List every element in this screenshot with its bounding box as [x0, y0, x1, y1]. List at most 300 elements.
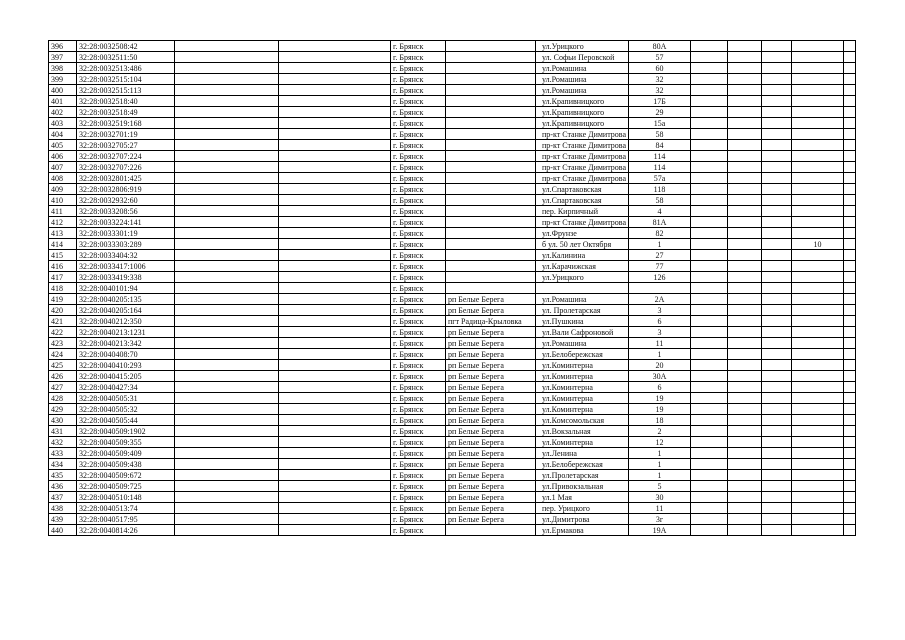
empty-cell: [844, 514, 856, 525]
empty-cell: [762, 327, 792, 338]
empty-cell: [762, 63, 792, 74]
empty-cell: [279, 206, 391, 217]
empty-cell: [175, 470, 279, 481]
row-number-cell: 427: [49, 382, 77, 393]
empty-cell: [844, 118, 856, 129]
street-cell: ул.Привокзальная: [536, 481, 629, 492]
house-number-cell: 17Б: [629, 96, 691, 107]
empty-cell: [844, 228, 856, 239]
house-number-cell: 3г: [629, 514, 691, 525]
empty-cell: [762, 492, 792, 503]
empty-cell: [844, 173, 856, 184]
city-cell: г. Брянск: [391, 283, 446, 294]
empty-cell: [844, 360, 856, 371]
empty-cell: [844, 371, 856, 382]
empty-cell: [762, 250, 792, 261]
empty-cell: [762, 470, 792, 481]
settlement-cell: [446, 250, 536, 261]
row-number-cell: 414: [49, 239, 77, 250]
city-cell: г. Брянск: [391, 525, 446, 536]
house-number-cell: 1: [629, 239, 691, 250]
empty-cell: [691, 63, 728, 74]
empty-cell: [175, 206, 279, 217]
street-cell: ул.Спартаковская: [536, 195, 629, 206]
city-cell: г. Брянск: [391, 140, 446, 151]
cadastral-number-cell: 32:28:0032518:40: [77, 96, 175, 107]
empty-cell: [844, 52, 856, 63]
house-number-cell: 58: [629, 129, 691, 140]
city-cell: г. Брянск: [391, 228, 446, 239]
table-row: [49, 206, 856, 217]
settlement-cell: рп Белые Берега: [446, 382, 536, 393]
empty-cell: [762, 294, 792, 305]
city-cell: г. Брянск: [391, 129, 446, 140]
empty-cell: [691, 327, 728, 338]
empty-cell: [728, 316, 762, 327]
house-number-cell: 81А: [629, 217, 691, 228]
empty-cell: [279, 470, 391, 481]
empty-cell: [691, 140, 728, 151]
row-number-cell: 419: [49, 294, 77, 305]
table-row: [49, 118, 856, 129]
empty-cell: [175, 371, 279, 382]
empty-cell: [844, 426, 856, 437]
empty-cell: [762, 217, 792, 228]
extra-value-cell: [792, 415, 844, 426]
cadastral-number-cell: 32:28:0032705:27: [77, 140, 175, 151]
cadastral-number-cell: 32:28:0032513:486: [77, 63, 175, 74]
settlement-cell: [446, 173, 536, 184]
empty-cell: [844, 404, 856, 415]
table-row: [49, 525, 856, 536]
table-row: [49, 63, 856, 74]
empty-cell: [691, 382, 728, 393]
empty-cell: [691, 41, 728, 52]
house-number-cell: 30А: [629, 371, 691, 382]
empty-cell: [844, 41, 856, 52]
empty-cell: [279, 481, 391, 492]
city-cell: г. Брянск: [391, 426, 446, 437]
settlement-cell: рп Белые Берега: [446, 338, 536, 349]
empty-cell: [728, 437, 762, 448]
empty-cell: [691, 52, 728, 63]
house-number-cell: 6: [629, 316, 691, 327]
empty-cell: [728, 305, 762, 316]
table-row: [49, 107, 856, 118]
street-cell: ул.Спартаковская: [536, 184, 629, 195]
street-cell: ул. Софьи Перовской: [536, 52, 629, 63]
house-number-cell: 19: [629, 404, 691, 415]
extra-value-cell: [792, 217, 844, 228]
city-cell: г. Брянск: [391, 437, 446, 448]
extra-value-cell: [792, 195, 844, 206]
empty-cell: [762, 184, 792, 195]
empty-cell: [691, 272, 728, 283]
empty-cell: [844, 239, 856, 250]
house-number-cell: 3: [629, 305, 691, 316]
house-number-cell: 1: [629, 470, 691, 481]
street-cell: ул.Фрунзе: [536, 228, 629, 239]
extra-value-cell: [792, 305, 844, 316]
house-number-cell: 3: [629, 327, 691, 338]
empty-cell: [728, 327, 762, 338]
settlement-cell: рп Белые Берега: [446, 503, 536, 514]
table-row: [49, 459, 856, 470]
empty-cell: [728, 96, 762, 107]
empty-cell: [175, 349, 279, 360]
extra-value-cell: [792, 151, 844, 162]
cadastral-number-cell: 32:28:0032806:919: [77, 184, 175, 195]
empty-cell: [762, 272, 792, 283]
empty-cell: [762, 382, 792, 393]
empty-cell: [844, 525, 856, 536]
empty-cell: [175, 514, 279, 525]
empty-cell: [844, 206, 856, 217]
empty-cell: [691, 459, 728, 470]
empty-cell: [175, 96, 279, 107]
empty-cell: [691, 195, 728, 206]
empty-cell: [279, 272, 391, 283]
row-number-cell: 403: [49, 118, 77, 129]
empty-cell: [762, 349, 792, 360]
row-number-cell: 410: [49, 195, 77, 206]
house-number-cell: 32: [629, 85, 691, 96]
table-row: [49, 338, 856, 349]
settlement-cell: [446, 283, 536, 294]
row-number-cell: 408: [49, 173, 77, 184]
empty-cell: [762, 448, 792, 459]
cadastral-number-cell: 32:28:0040101:94: [77, 283, 175, 294]
street-cell: ул.Димитрова: [536, 514, 629, 525]
extra-value-cell: [792, 426, 844, 437]
empty-cell: [844, 503, 856, 514]
extra-value-cell: [792, 503, 844, 514]
empty-cell: [762, 239, 792, 250]
extra-value-cell: [792, 283, 844, 294]
empty-cell: [279, 514, 391, 525]
cadastral-number-cell: 32:28:0040213:342: [77, 338, 175, 349]
house-number-cell: 114: [629, 151, 691, 162]
cadastral-number-cell: 32:28:0032518:49: [77, 107, 175, 118]
extra-value-cell: [792, 404, 844, 415]
empty-cell: [279, 195, 391, 206]
cadastral-number-cell: 32:28:0033404:32: [77, 250, 175, 261]
empty-cell: [279, 305, 391, 316]
empty-cell: [279, 459, 391, 470]
empty-cell: [728, 404, 762, 415]
city-cell: г. Брянск: [391, 448, 446, 459]
table-row: [49, 514, 856, 525]
table-row: [49, 294, 856, 305]
empty-cell: [279, 371, 391, 382]
empty-cell: [691, 525, 728, 536]
empty-cell: [279, 107, 391, 118]
settlement-cell: [446, 96, 536, 107]
empty-cell: [691, 305, 728, 316]
house-number-cell: 2: [629, 426, 691, 437]
empty-cell: [279, 437, 391, 448]
empty-cell: [728, 184, 762, 195]
row-number-cell: 437: [49, 492, 77, 503]
table-row: [49, 382, 856, 393]
empty-cell: [279, 338, 391, 349]
empty-cell: [175, 360, 279, 371]
empty-cell: [175, 393, 279, 404]
empty-cell: [728, 349, 762, 360]
empty-cell: [691, 250, 728, 261]
settlement-cell: [446, 107, 536, 118]
empty-cell: [728, 173, 762, 184]
empty-cell: [844, 261, 856, 272]
extra-value-cell: [792, 448, 844, 459]
cadastral-number-cell: 32:28:0033224:141: [77, 217, 175, 228]
empty-cell: [762, 74, 792, 85]
empty-cell: [762, 173, 792, 184]
empty-cell: [279, 140, 391, 151]
table-row: [49, 470, 856, 481]
empty-cell: [279, 118, 391, 129]
empty-cell: [728, 294, 762, 305]
empty-cell: [728, 338, 762, 349]
cadastral-number-cell: 32:28:0040415:205: [77, 371, 175, 382]
empty-cell: [175, 151, 279, 162]
row-number-cell: 439: [49, 514, 77, 525]
extra-value-cell: [792, 459, 844, 470]
empty-cell: [844, 316, 856, 327]
settlement-cell: рп Белые Берега: [446, 437, 536, 448]
empty-cell: [175, 437, 279, 448]
empty-cell: [762, 52, 792, 63]
row-number-cell: 422: [49, 327, 77, 338]
empty-cell: [175, 140, 279, 151]
empty-cell: [279, 525, 391, 536]
street-cell: ул.Пушкина: [536, 316, 629, 327]
empty-cell: [728, 195, 762, 206]
empty-cell: [844, 195, 856, 206]
empty-cell: [728, 52, 762, 63]
street-cell: [536, 283, 629, 294]
empty-cell: [762, 261, 792, 272]
settlement-cell: [446, 129, 536, 140]
extra-value-cell: [792, 492, 844, 503]
empty-cell: [691, 349, 728, 360]
row-number-cell: 415: [49, 250, 77, 261]
house-number-cell: 4: [629, 206, 691, 217]
cadastral-number-cell: 32:28:0040509:1902: [77, 426, 175, 437]
settlement-cell: [446, 228, 536, 239]
empty-cell: [175, 492, 279, 503]
row-number-cell: 421: [49, 316, 77, 327]
empty-cell: [844, 107, 856, 118]
city-cell: г. Брянск: [391, 206, 446, 217]
empty-cell: [728, 514, 762, 525]
empty-cell: [691, 184, 728, 195]
empty-cell: [728, 272, 762, 283]
empty-cell: [279, 162, 391, 173]
table-row: [49, 41, 856, 52]
extra-value-cell: [792, 173, 844, 184]
cadastral-number-cell: 32:28:0033208:56: [77, 206, 175, 217]
street-cell: пр-кт Станке Димитрова: [536, 140, 629, 151]
cadastral-number-cell: 32:28:0032932:60: [77, 195, 175, 206]
house-number-cell: 12: [629, 437, 691, 448]
empty-cell: [175, 74, 279, 85]
empty-cell: [762, 514, 792, 525]
empty-cell: [762, 129, 792, 140]
empty-cell: [762, 283, 792, 294]
settlement-cell: рп Белые Берега: [446, 426, 536, 437]
extra-value-cell: 10: [792, 239, 844, 250]
street-cell: ул.Коминтерна: [536, 371, 629, 382]
table-row: [49, 305, 856, 316]
table-row: [49, 140, 856, 151]
settlement-cell: [446, 52, 536, 63]
cadastral-number-cell: 32:28:0032801:425: [77, 173, 175, 184]
empty-cell: [175, 217, 279, 228]
row-number-cell: 436: [49, 481, 77, 492]
empty-cell: [728, 228, 762, 239]
document-table-sheet: [48, 40, 856, 536]
city-cell: г. Брянск: [391, 415, 446, 426]
city-cell: г. Брянск: [391, 250, 446, 261]
empty-cell: [279, 415, 391, 426]
empty-cell: [762, 41, 792, 52]
extra-value-cell: [792, 162, 844, 173]
house-number-cell: 19А: [629, 525, 691, 536]
house-number-cell: 126: [629, 272, 691, 283]
extra-value-cell: [792, 41, 844, 52]
empty-cell: [728, 371, 762, 382]
city-cell: г. Брянск: [391, 404, 446, 415]
table-row: [49, 173, 856, 184]
street-cell: б ул. 50 лет Октября: [536, 239, 629, 250]
empty-cell: [175, 404, 279, 415]
empty-cell: [175, 459, 279, 470]
empty-cell: [175, 272, 279, 283]
settlement-cell: рп Белые Берега: [446, 415, 536, 426]
table-row: [49, 96, 856, 107]
table-row: [49, 437, 856, 448]
empty-cell: [279, 63, 391, 74]
table-row: [49, 492, 856, 503]
street-cell: ул.Урицкого: [536, 41, 629, 52]
extra-value-cell: [792, 470, 844, 481]
empty-cell: [728, 118, 762, 129]
street-cell: ул.Коминтерна: [536, 360, 629, 371]
empty-cell: [175, 63, 279, 74]
empty-cell: [762, 228, 792, 239]
row-number-cell: 399: [49, 74, 77, 85]
empty-cell: [691, 206, 728, 217]
table-row: [49, 217, 856, 228]
empty-cell: [728, 85, 762, 96]
empty-cell: [762, 481, 792, 492]
extra-value-cell: [792, 514, 844, 525]
house-number-cell: 30: [629, 492, 691, 503]
table-row: [49, 151, 856, 162]
street-cell: ул.Крапивницкого: [536, 118, 629, 129]
table-row: [49, 195, 856, 206]
extra-value-cell: [792, 250, 844, 261]
empty-cell: [175, 481, 279, 492]
empty-cell: [844, 393, 856, 404]
settlement-cell: [446, 41, 536, 52]
empty-cell: [279, 349, 391, 360]
row-number-cell: 404: [49, 129, 77, 140]
settlement-cell: рп Белые Берега: [446, 305, 536, 316]
table-row: [49, 426, 856, 437]
row-number-cell: 425: [49, 360, 77, 371]
empty-cell: [762, 459, 792, 470]
settlement-cell: рп Белые Берега: [446, 459, 536, 470]
row-number-cell: 413: [49, 228, 77, 239]
table-row: [49, 481, 856, 492]
extra-value-cell: [792, 349, 844, 360]
row-number-cell: 424: [49, 349, 77, 360]
empty-cell: [728, 459, 762, 470]
row-number-cell: 411: [49, 206, 77, 217]
settlement-cell: [446, 206, 536, 217]
empty-cell: [175, 327, 279, 338]
empty-cell: [279, 316, 391, 327]
city-cell: г. Брянск: [391, 184, 446, 195]
empty-cell: [728, 74, 762, 85]
cadastral-number-cell: 32:28:0040509:355: [77, 437, 175, 448]
empty-cell: [279, 41, 391, 52]
empty-cell: [279, 503, 391, 514]
city-cell: г. Брянск: [391, 217, 446, 228]
cadastral-number-cell: 32:28:0040517:95: [77, 514, 175, 525]
row-number-cell: 429: [49, 404, 77, 415]
empty-cell: [691, 415, 728, 426]
house-number-cell: 80А: [629, 41, 691, 52]
cadastral-number-cell: 32:28:0040505:32: [77, 404, 175, 415]
empty-cell: [844, 437, 856, 448]
house-number-cell: 6: [629, 382, 691, 393]
house-number-cell: 60: [629, 63, 691, 74]
city-cell: г. Брянск: [391, 382, 446, 393]
settlement-cell: [446, 239, 536, 250]
row-number-cell: 438: [49, 503, 77, 514]
house-number-cell: 18: [629, 415, 691, 426]
row-number-cell: 431: [49, 426, 77, 437]
house-number-cell: 77: [629, 261, 691, 272]
extra-value-cell: [792, 206, 844, 217]
empty-cell: [175, 261, 279, 272]
street-cell: ул.Урицкого: [536, 272, 629, 283]
city-cell: г. Брянск: [391, 481, 446, 492]
street-cell: ул.Вокзальная: [536, 426, 629, 437]
cadastral-number-cell: 32:28:0040427:34: [77, 382, 175, 393]
empty-cell: [728, 140, 762, 151]
empty-cell: [175, 173, 279, 184]
house-number-cell: 114: [629, 162, 691, 173]
house-number-cell: 5: [629, 481, 691, 492]
row-number-cell: 440: [49, 525, 77, 536]
empty-cell: [762, 85, 792, 96]
row-number-cell: 426: [49, 371, 77, 382]
empty-cell: [691, 74, 728, 85]
empty-cell: [762, 525, 792, 536]
empty-cell: [175, 118, 279, 129]
empty-cell: [844, 448, 856, 459]
empty-cell: [175, 195, 279, 206]
empty-cell: [691, 492, 728, 503]
cadastral-number-cell: 32:28:0032511:50: [77, 52, 175, 63]
row-number-cell: 432: [49, 437, 77, 448]
empty-cell: [175, 162, 279, 173]
street-cell: ул.Коминтерна: [536, 382, 629, 393]
